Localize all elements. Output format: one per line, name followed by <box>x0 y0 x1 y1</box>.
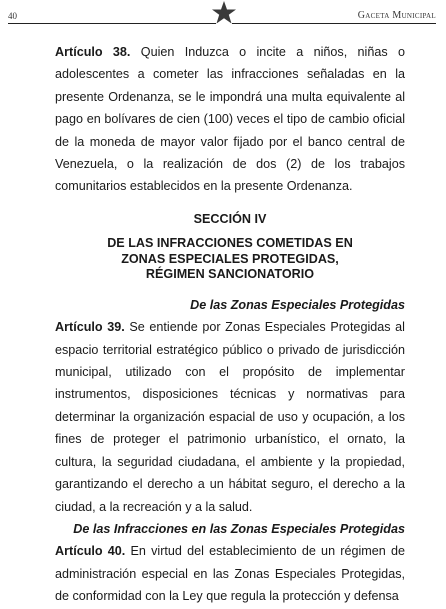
star-icon <box>211 0 237 26</box>
article-38 <box>55 41 405 198</box>
subheading-infracciones: De las Infracciones en las Zonas Especiales Protegidas <box>73 521 405 536</box>
article-39-text: Se entiende por Zonas Especiales Protegidas al espacio territorial estratégico público o privado de jurisdicción municipal, utilizado con el propósito de implementar instrumentos, disposiciones técnicas y normativas para determinar la organización espacial de uso y ocupación, a los fines de proteger el patrimonio urbanístico, el ornato, la cultura, la seguridad ciudadana, el ambiente y la propiedad, garantizando el derecho a un hábitat seguro, el derecho a la ciudad, a la recreación y a la salud. <box>55 320 405 514</box>
article-40-label: Artículo 40. <box>55 544 126 559</box>
section-title-line-3: RÉGIMEN SANCIONATORIO <box>145 267 315 282</box>
article-38-label: Artículo 38. <box>55 45 131 59</box>
document-body <box>55 41 405 608</box>
article-39-label: Artículo 39. <box>55 320 125 335</box>
article-40-text: En virtud del establecimiento de un régimen de administración especial en las Zonas Especiales Protegidas, de conformidad con la Ley que regula la protección y defensa <box>55 544 405 604</box>
section-title-line-1: DE LAS INFRACCIONES COMETIDAS EN <box>107 236 353 251</box>
section-title-line-2: ZONAS ESPECIALES PROTEGIDAS, <box>121 251 339 266</box>
section-heading <box>55 212 405 283</box>
article-38-text: Quien Induzca o incite a niños, niñas o adolescentes a cometer las infracciones señaladas en la presente Ordenanza, se le impondrá una multa equivalente al pago en bolívares de cien (100) veces el tipo de cambio oficial de la moneda de mayor valor fijado por el banco central de Venezuela, o la realización de dos (2) de los trabajos comunitarios establecidos en la presente Ordenanza. <box>55 45 405 194</box>
publication-title: Gaceta Municipal <box>357 10 436 21</box>
article-40 <box>55 540 405 607</box>
subheading-zonas: De las Zonas Especiales Protegidas <box>190 297 405 312</box>
page-number: 40 <box>8 11 17 21</box>
page-header <box>0 0 446 32</box>
article-39 <box>55 316 405 518</box>
section-number: SECCIÓN IV <box>193 211 267 226</box>
